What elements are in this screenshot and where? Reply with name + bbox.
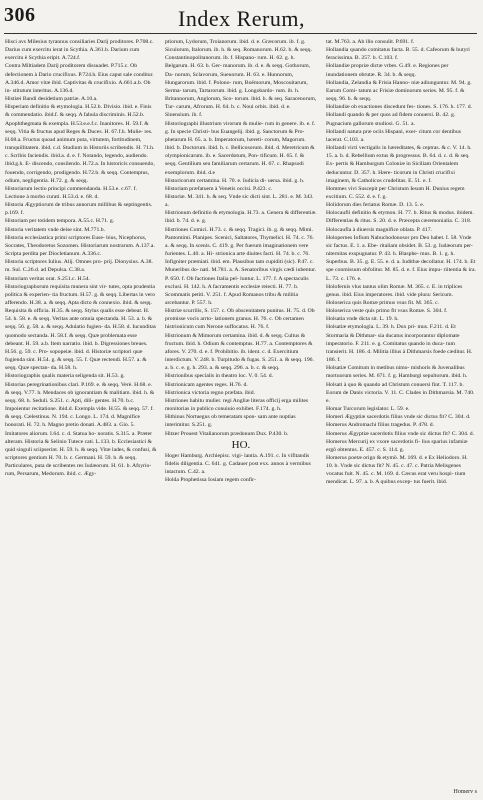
index-entry: tat. M.763. a. Ab illo consulit. P.691. f. [326, 39, 415, 45]
section-letter: HO. [231, 438, 251, 451]
index-entry: Historiographi illustrium virorum & mulie- rum in genere. ib. e. f. g. In specie Christi- bus Euangelij. ibid. g. Sanctorum & Pro- phetarum H. 65. a. b. Imperatorum, hæreti- corum, Magorum. ibid. b. Doctorum. ibid. b. c. Bellicosorum. ibid. d. Meretricum & olympionicarum. ib. e. Sacerdotum, Pon- tificum. H. 65. f. & seqq. Gentilium seu familiarum certarum. H. 67. c. Rhapsodi exemplorum. ibid. d.e [165, 120, 316, 176]
index-entry: Histrionum definitio & etymologia. H.73. a. Genera & differentiæ. ibid. b. 74. d. e. g. [165, 210, 317, 225]
index-entry: Hollandiæ propriæ dictæ vrbes. G.49. e. Regiones per inundationem obrutæ. R. 34. b. & seqq. [326, 63, 449, 78]
index-entry: Histriæ scurrilis, S. 157. c. Ob obscenitatem punitus. H. 75. d. Ob promisse vocis arrto- lationem granus. H. 76. c. Ob certamen histrionicum cum Nerone suffocatus. H. 76. f. [165, 308, 315, 331]
index-entry: Histrionibus specialis in theatro loc. V. 0. 54. d. [165, 373, 273, 380]
index-entry: Hithinus Nortuegus ob temeratam spon- sam ante nuptias interimitur. S.251. g. [165, 414, 296, 429]
index-entry: Hollandi natura præ ociis Hispani, exer- citum cor dentibus lacerat. C.103. a. [326, 128, 461, 143]
index-entry: Homeri Ægyptiæ sacerdotis filius vnde sic dictus fit? C. 304. d. [326, 414, 471, 421]
index-entry: Historia veritatem vnde deise sint. M.771.b. [5, 226, 105, 233]
index-entry: Historia ecclesiastica primi scriptores Euse- bius, Nicephorus, Socrates, Theodoretus Sozomen. Historiarum nostrarum. A.137.a. Scripta perdita per Diocletianum. A.336.c. [5, 234, 155, 258]
index-entry: Historiam veritas orat. S.251.c. H.54. [5, 275, 90, 282]
index-column-middle [165, 38, 317, 484]
index-entry: Hisci avs Milesius tyrannus consiliaries Darij proditores. P.708.c. Darius cum exercitu ierat in Scythia. A.361.b. Darium cum exercitu è Scythia eripit. A.724.f. [5, 39, 154, 62]
index-entry: Homerus poetæ origo & etymö. M. 169. d. e Ex Heliodoro. H. 10. b. Vnde sic dictus fit? N. 45. c. 47. c. Patria Melisgenes vocatus fuit. N. 45. c. M. 169. d. Cæcus erat veru hospi- tium mendicat. L. 97. a. b. A quibus excep- tus fuerit. ibid. [326, 454, 468, 486]
index-entry: Histiæi Bandi desidetium patriæ. A.10.a. [5, 96, 98, 103]
index-entry: Homerus Andromachi filius tragedus. P. 478. d. [326, 422, 435, 429]
index-entry: Homar Turcorum legislator. L. 59. e. [326, 406, 410, 413]
index-entry: Historiam præfatuem à Venetis occisi. P.423. c. [165, 185, 273, 192]
index-entry: Holoserica quis Romæ primus vsus fit. M. 365. c. [326, 300, 440, 306]
index-entry: Historias peregrinationibus clari. P.169. e. & seqq. Verè. H.68. e. & seqq. V.77. h. Mendaces ob ignorantiam & malitiam. ibid. h. & seqq. 68. h. Seduli. S.251. c. Apti, dili- gentes. H.70. b.c. Impoientur recitatione. ibid.d. Exempla vide. H.55. & seqq. 57. f. & seqq. Cælestinus. N. 194. c. Longo. L. 174. d. Magnifice honorati. H. 72. h. Magno pretio donati. A.483. a. Gio. 5. Imitatores aliorum. I.64. c. d. Statua ho- noratis. S.315. a. Præter alteram. Historia & Selinio Tutece cati. L.133. b. Ecclesiastici & quid singuli sciipserint. H. 59. h. & seqq. Vitæ lades, & confusi, & scriptores gentium H. 70. b. c. Germani. H. 59. b. & seqq. Particulares, puta de scribentes res Iudæorum. H. 61. b. Afsyrio- rum, Persarum, Medorum. ibid. c. Ægy- [5, 381, 157, 478]
index-entry: Homerus Mercurij ex vxore sacerdotis fi- lius sparius infamiæ ergô obtentus. E. 457. c. S. 114. g. [326, 438, 468, 453]
index-entry: Holoserica veste quis primo fit vsus Romæ. S. 304. f. [326, 308, 448, 315]
index-column-left [5, 38, 157, 478]
index-entry: ptiorum, Lydorum, Troianorum. ibid. d. e. Græcorum. ib. f. g. Siculorum, Italorum. ib. h. & seq. Romanorum. H.62. b. & seqq. Constantinopolitanorum. ib. f. Hispano- rum. H. 62. g. h. Belgarum. H. 63. b. Ger- manorum. ib. d. e. & seqq. Gothorum, Da- norum, Sclavorum, Sueuorum. H. 63. e. Hunnorum, Hungarorum. ibid. f. Polono- rum, Boëmorum, Moscouitarum, Serma- tarum, Tartarorum. ibid. g. Longobardo- rum. ib. h. Britannorum, Anglorum, Sco- torum. ibid. h. & seq. Saracenorum, Tur- carum, Afrorum. H. 64. b. c. Noui orbis. ibid. d. e. Sinensium. ib. f. [165, 39, 317, 119]
running-title: Index Rerum, [178, 6, 305, 31]
index-entry: Hommes vivi Suscepit per Christum Iesum H. Dunius regem excitium. C. 552. d. e. f. g. [326, 185, 465, 200]
index-entry: Hoger Hamburg. Archiepisc. vigi- lantia. A.191. c. In vifitandis fidelis diligentia. C. 641. g. Cadauer post exx. annos à vermibus intactum. C.42. a. [165, 452, 311, 475]
index-entry: Holidorum dies feriatus Romæ. D. 13. 5. e. [326, 202, 425, 209]
index-entry: Hollandi victi vectigalis in hæreditates, & ceptras. & c. V. 14. h. 15. a. b. d. Rebellium extus & progressus. B. 64. d. c. d. & seq. Ex- pertis & Hamburgum Coloniæ in Siciliam Orientalem deducuntur. D. 357. h. Hære- ticorum in Christi crucifixi imaginem, & Catholicos crudelitas. E. 51. e. f. [326, 145, 472, 184]
index-entry: Holopernes Iofium Nabuchodonosor pro Deo habet. I. 58. Vnde sic factus. E. 1. a. Ebe- ritaliam obsidet. B. 53. g. Iudæorum per- niternitas exspugnatur. P. 43. h. Blasphe- mus. B. 1. g. h. Superbus. B. 35. g. E. 55. e. d. a. Iudithæ decollatur. H. 174. b. Et spe conmissum obfolitur. M. 85. d. e. f. Eius impu- riitentia & ira. L. 73. c. 176. e. [326, 234, 476, 282]
index-entry: Histrionica victoria regno præfata. ibid. [165, 389, 256, 396]
index-entry: Histrionum & Mimorum certamina. ibid. d. & seqq. Cultus & fructum. ibid. h. Odium & contemptus. H.77. a. Contemptores & afores. V. 270. d. e. f. Prohibitio. ib. ident. c. d. Exercitium interdictum. V. 248. b. Turpitudo & fugas. S. 251. a. & seqq. 196. a. b. c. e. g. h. 293. a. & seqq. 296. a. b. c. & seqq. [165, 332, 314, 372]
index-entry: Histrionicam agentes reges. H.76. d. [165, 381, 248, 388]
header-rule [4, 33, 477, 34]
index-entry: Holsatiæ Comitum in metibus nimo- mishoris & Juvenalibus mortuorum series. M. 671. f. g. Hamburgi sepultorum. ibid. h. [326, 365, 468, 380]
index-entry: Holsatiæ etymologia. L. 39. h. Dux pri- mus. F.211. d. Et Stormaria & Dithmar- sia ducatus incorporantur diplomate imperatorio. F. 211. e. g. Comitatus quando in duca- tum transierit. H. 186. d. Militia illius à Dithmarsis foede cæditur. H. 186. f. [326, 324, 473, 364]
index-entry: Homerus Ægyptiæ sacerdotis filius vnde sic dictus fit? C. 304. d. [326, 430, 475, 437]
index-entry: Hitzer Prouest Vitalianorum prædonum Dux. P.430. b. [165, 430, 289, 437]
index-entry: Holocaufli definitio & etymon. H. 77. b. Ritus & modus. ibidem. Differentias & ritus. S. 20. d. e. Præcepta cæremonialia. C. 318. [326, 210, 474, 225]
page-number: 306 [4, 4, 36, 26]
index-entry: Historiographis qualis materia seligenda sit. H.53. g. [5, 373, 125, 380]
index-entry: Hollandia quando comitatus facta. B. 55. d. Cafeorum & butyri feracissima. B. 257. b. C.103. f. [326, 47, 470, 62]
index-entry: Hollandia, Zelandia & Frisia Hanno- niæ adiunguntur. M. 94. g. Earum Comi- tatum ac Frisiæ dominorum series. M. 95. f. & seqq. 96. b. & seqq. [326, 79, 472, 103]
index-entry: Historia scriptores Iulius. Alij. Omnes pro- prij. Dionysius. A.38. m. Sul. C.26.d. ad Depulsa. C.38.a. [5, 259, 153, 274]
index-entry: Historiæ. M. 341. h. & seq. Vnde sic dicti sint. L. 281. e. M. 343. a. [165, 193, 314, 209]
index-entry: Holofernis vlus tantus olim Romæ. M. 365. c. E. in triplices genus. ibid. Eius imperatores. ibid. vide plura: Sericum. [326, 283, 463, 298]
page-header [0, 0, 483, 34]
index-entry: Holsatia vnde dicta sit. L. 19. h. [326, 316, 399, 323]
index-entry: Histriones habitu mulier. regi Angliæ literas officij erga milites monitorias in publico conuiuio exhibet. F.174. g. h. [165, 397, 309, 413]
index-entry: Histriones Comici. H.73. c. & seqq. Tragici. ib. g. & seqq. Mimi. Pantomimi. Planipes. Scenici, Saltatores, Thymelici. H. 74. c. 76. a. & seqq. In scenis. C. 419. g. Per fuerum imaginationem vere furientes. L.40. a. Hi- strionica arte diuites facti. H. 74. b. c. 76. Infigniter præmiati. ibid. em. Plausibus tam cupiditi (sic). P.47. c. Muneribus do- nati. M.781. a. A. Senatoribus virgis cædi iubentur. P. 650. f. Ob factiones Italia pel- luntur. L. 177. f. A spectaculis exclusi. H. 142. h. A facramentis ecclesiæ reiecti. H. 77. b. Scommatis petiti. V. 251. f. Apud Romanos tribu & militia arcebantur. P. 557. h. [165, 226, 317, 306]
index-entry: Historicorum certamina. H. 70. e. Iudicia di- uersa. ibid. g. h. [165, 177, 305, 184]
index-column-right [326, 38, 476, 487]
index-entry: Hollandi quando & per quos ad fidem conuersi. B. 42. g. Pugnacium gallorum studiosi. G. 51. a. [326, 112, 456, 127]
index-entry: Contra Miltiadem Darij proditorem dissuadet. P.715.c. Ob defectionem à Dario crucifixus. P.724.h. Eius caput sale conditur. A.346.d. Amor vitæ ibid. Captivitas & crucifixio. A.661.a.b. Ob in- stitutum interitus. A.136.d. [5, 63, 154, 94]
index-entry: Historiam per totidem tempora. A.55.c. H.71. g. [5, 218, 115, 225]
index-entry: Hisperiam definitio & etymologia. H.52.b. Divisio. ibid. e. Finis & commendatio. ibid.f. & seqq. A fabula discriminis. H.52.b. Apophthegmata & exempla. H.53.e.e.f.c. Inanitores. H. 59.f. & seqq. Vitia & fructus apud Reges & Duces. H. 67.f.h. Mulie- res. H.68.a. Fructus quoad animum puta, virtutem, fortitudinem, tranquillitatem. ibid. c.d. Studium in Historiis scribendis. H. 71.h. c. Scribis faciendis. ibid.a. d. e. f. Notando, legendo, audiendo. ibid.g.h. E- discendo, consilendo. H.72.a. In historicis consuendo, fouendo, corrigendo, prodigendo. H.72.b. & seqq. Contemptus, odium, negligentia. H.72. g. & seqq. [5, 104, 155, 184]
index-entry: Holocaufla à diuersis magnifice oblata. P. 417. [326, 226, 432, 233]
index-entry: Historiarum lectio principi commendanda. H.53.e. c.67. f. Lectione à morbo curati. H.53.d. e. 68. d. [5, 185, 137, 200]
index-entry: Historiographorum requisita munera sint vir- tutes, opta prudentia politica & experien- tia fructum. H.57. g. & seqq. Libertas in vero afferendo. H.38. a. & seqq. Apta dicto & connexio. ibid. & seqq. Requisita & officia. H.35. & seqq. Stylus qualis esse debeat. H. 54. h. 58. e. & seqq. Veritas ante omnia spectanda. H. 53. a. b. & seqq. 56. g. 58. a. & seqq. Adulatio fugien- da. H.58. d. Iucunditas quomodo sectanda. H. 58.f. & seqq. Quæ problemata esse debeant. H. 59. a.b. Item narratio. ibid. b. Digressiones breues. H.56. g. 59. c. Pro- sopopeiæ. ibid. d. Historiæ scriptori quæ fugienda sint. H.54. g. & seqq. 55. f. Quæ rectendi. H.57. a. & seqq. Quæ spectan- da. H.58. h. [5, 283, 157, 372]
index-entry: Hollandiæ ob exactiones discedunt fes- tiones. S. 176. h. 177. d. [326, 104, 472, 111]
index-entry: Holda Prophetissa Iosiam regem confir- [165, 477, 256, 484]
index-entry: Historia Ægyptiorum de tribus annorum millibus & septingentis. p.169. f. [5, 202, 153, 217]
catchword: Homerv s [453, 789, 477, 795]
index-entry: Holsati à quo & quando ad Christum conuersi fint. T. 117. b. Eorum de Danis victoria. V. 11. C. Clades in Dithmarsia. M. 740. e. [326, 381, 475, 404]
